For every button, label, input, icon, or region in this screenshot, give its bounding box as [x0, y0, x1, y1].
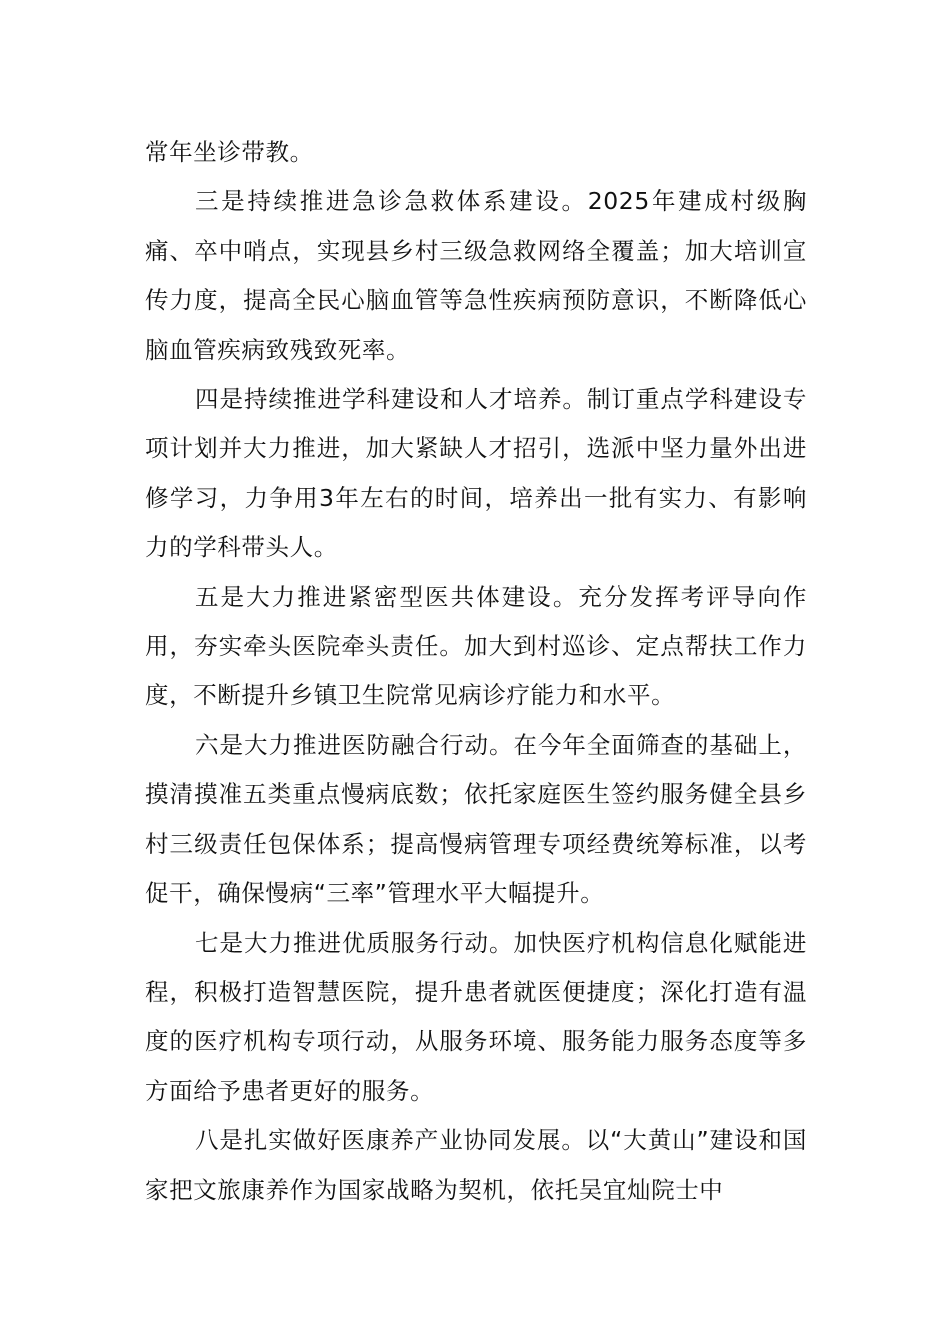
- paragraph-emergency-care: 三是持续推进急诊急救体系建设。2025年建成村级胸痛、卒中哨点，实现县乡村三级急救网络全覆盖；加大培训宣传力度，提高全民心脑血管等急性疾病预防意识，不断降低心脑血管疾病致残致死率。: [145, 187, 807, 364]
- paragraph-medical-prevention: 六是大力推进医防融合行动。在今年全面筛查的基础上，摸清摸准五类重点慢病底数；依托家庭医生签约服务健全县乡村三级责任包保体系；提高慢病管理专项经费统筹标准，以考促干，确保慢病“三率”管理水平大幅提升。: [145, 730, 807, 908]
- paragraph-discipline-talent: 四是持续推进学科建设和人才培养。制订重点学科建设专项计划并大力推进，加大紧缺人才招引，选派中坚力量外出进修学习，力争用3年左右的时间，培养出一批有实力、有影响力的学科带头人。: [145, 385, 807, 562]
- paragraph-continuation: 常年坐诊带教。: [145, 138, 314, 166]
- document-body: [145, 128, 807, 1215]
- paragraph-quality-service: 七是大力推进优质服务行动。加快医疗机构信息化赋能进程，积极打造智慧医院，提升患者就医便捷度；深化打造有温度的医疗机构专项行动，从服务环境、服务能力服务态度等多方面给予患者更好的服务。: [145, 928, 807, 1105]
- paragraph-medical-community: 五是大力推进紧密型医共体建设。充分发挥考评导向作用，夯实牵头医院牵头责任。加大到村巡诊、定点帮扶工作力度，不断提升乡镇卫生院常见病诊疗能力和水平。: [145, 582, 807, 710]
- paragraph-health-industry: 八是扎实做好医康养产业协同发展。以“大黄山”建设和国家把文旅康养作为国家战略为契机，依托吴宜灿院士中: [145, 1126, 807, 1204]
